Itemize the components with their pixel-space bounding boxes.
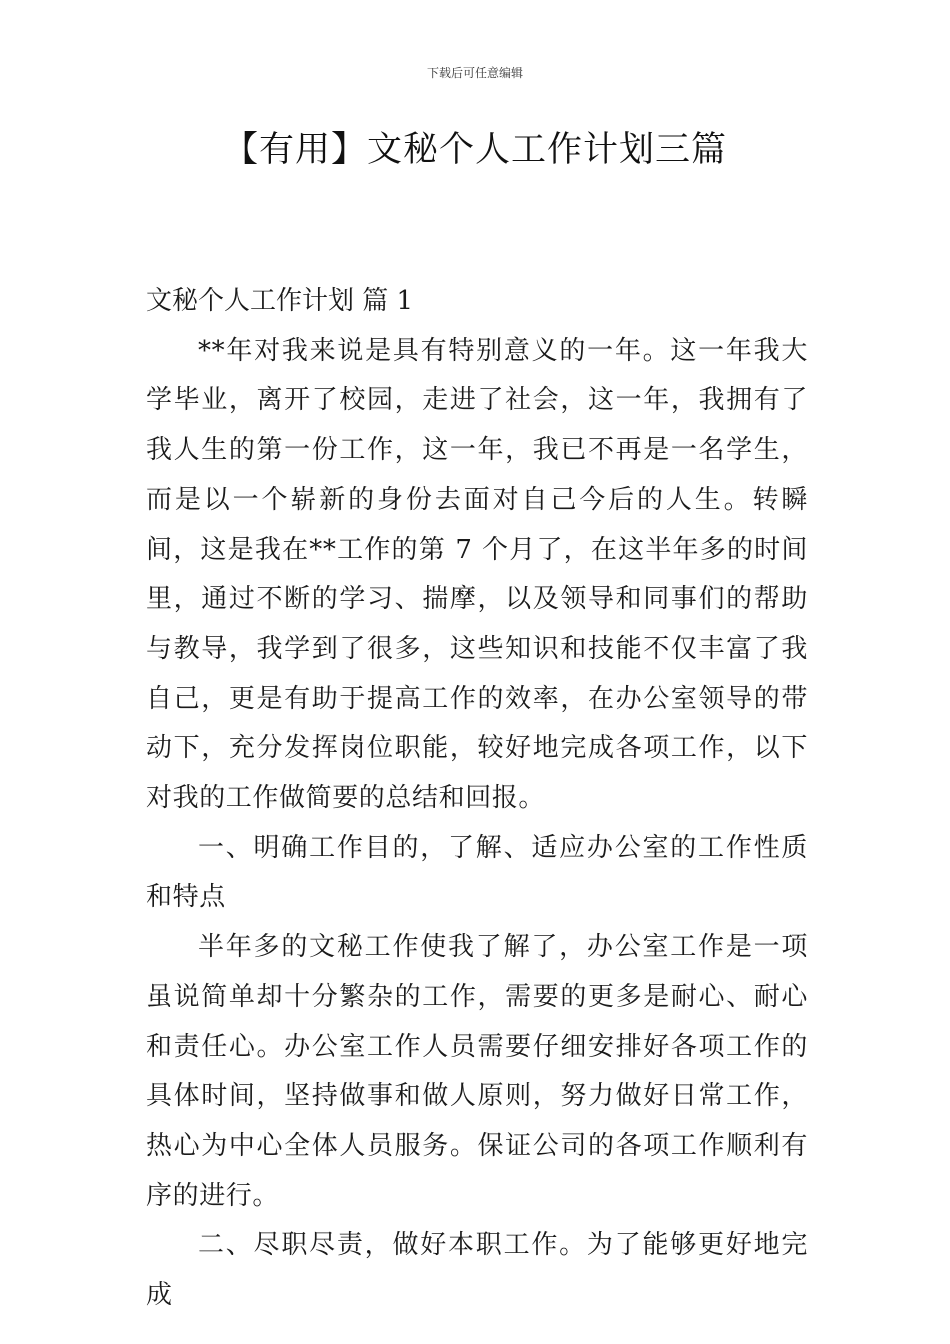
paragraph-intro: **年对我来说是具有特别意义的一年。这一年我大学毕业，离开了校园，走进了社会，这一年，我拥有了我人生的第一份工作，这一年，我已不再是一名学生，而是以一个崭新的身份去面对自己今后的人生。转瞬间，这是我在**工作的第 7 个月了，在这半年多的时间里，通过不断的学习、揣摩，以及领导和同事们的帮助与教导，我学到了很多，这些知识和技能不仅丰富了我自己，更是有助于提高工作的效率，在办公室领导的带动下，充分发挥岗位职能，较好地完成各项工作，以下对我的工作做简要的总结和回报。 bbox=[146, 335, 808, 814]
paragraph-office-work: 半年多的文秘工作使我了解了，办公室工作是一项虽说简单却十分繁杂的工作，需要的更多是耐心、耐心和责任心。办公室工作人员需要仔细安排好各项工作的具体时间，坚持做事和做人原则，努力做好日常工作，热心为中心全体人员服务。保证公司的各项工作顺利有序的进行。 bbox=[146, 932, 808, 1211]
section-label: 文秘个人工作计划 篇 1 bbox=[146, 286, 414, 316]
document-body bbox=[146, 277, 808, 1321]
paragraph-heading-two: 二、尽职尽责，做好本职工作。为了能够更好地完成 bbox=[146, 1230, 808, 1311]
page-header-note: 下载后可任意编辑 bbox=[426, 66, 523, 80]
document-title: 【有用】文秘个人工作计划三篇 bbox=[222, 130, 727, 170]
paragraph-heading-one: 一、明确工作目的，了解、适应办公室的工作性质和特点 bbox=[146, 832, 808, 913]
